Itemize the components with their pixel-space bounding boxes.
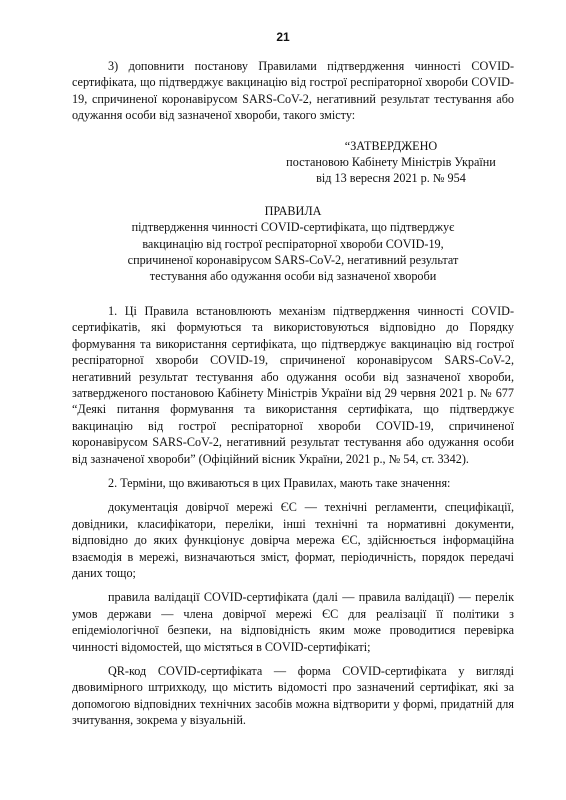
page-number: 21: [276, 30, 290, 44]
rules-title-line-3: спричиненої коронавірусом SARS-CoV-2, негативний результат: [127, 253, 459, 268]
approval-line-3: від 13 вересня 2021 р. № 954: [316, 171, 466, 186]
paragraph-term-validation-rules: правила валідації COVID-сертифіката (далі — правила валідації) — перелік умов держави — члена довірчої мережі ЄС для реалізації її політики з епідеміологічної безпеки, на відповідність яким може проводитися перевірка чинності відомостей, що містяться в COVID-сертифікаті;: [72, 590, 514, 654]
paragraph-1: 1. Ці Правила встановлюють механізм підтвердження чинності COVID-сертифікатів, які формуються та використовуються відповідно до Порядку формування та використання сертифіката, що підтверджує вакцинацію від гострої респіраторної хвороби COVID-19, спричиненої коронавірусом SARS-CoV-2, негативний результат тестування або одужання особи від зазначеної хвороби, затвердженого постановою Кабінету Міністрів України від 29 червня 2021 р. № 677 “Деякі питання формування та використання сертифіката, що підтверджує вакцинацію від гострої респіраторної хвороби COVID-19, спричиненої коронавірусом SARS-CoV-2, негативний результат тестування або одужання особи від зазначеної хвороби” (Офіційний вісник України, 2021 р., № 54, ст. 3342).: [72, 303, 514, 466]
intro-paragraph: 3) доповнити постанову Правилами підтвердження чинності COVID-сертифіката, що підтверджує вакцинацію від гострої респіраторної хвороби COVID-19, спричиненої коронавірусом SARS-CoV-2, негативний результат тестування або одужання особи від зазначеної хвороби, такого змісту:: [72, 59, 514, 123]
rules-title-line-4: тестування або одужання особи від зазначеної хвороби: [149, 269, 437, 284]
paragraph-term-qr-code: QR-код COVID-сертифіката — форма COVID-сертифіката у вигляді двовимірного штрихкоду, що містить відомості про зазначений сертифікат, які за допомогою відповідних технічних засобів можна відтворити у формі, придатній для зчитування, зокрема у візуальній.: [72, 664, 514, 728]
approval-stamp: [268, 138, 514, 187]
rules-title-line-2: вакцинацію від гострої респіраторної хвороби COVID-19,: [142, 236, 444, 251]
approval-line-1: “ЗАТВЕРДЖЕНО: [344, 138, 438, 153]
approval-line-2: постановою Кабінету Міністрів України: [286, 155, 496, 170]
rules-heading: ПРАВИЛА: [264, 203, 322, 218]
paragraph-term-documentation: документація довірчої мережі ЄС — технічні регламенти, специфікації, довідники, класифікатори, переліки, інші технічні та нормативні документи, відповідно до яких функціонує довірча мережа ЄС, здійснюється інформаційна взаємодія в мережі, визначаються зміст, формат, періодичність, порядок передачі даних тощо;: [72, 500, 514, 580]
paragraph-2: 2. Терміни, що вживаються в цих Правилах, мають таке значення:: [108, 475, 451, 490]
rules-title: [72, 203, 514, 285]
document-body: [72, 58, 514, 729]
rules-title-line-1: підтвердження чинності COVID-сертифіката, що підтверджує: [131, 220, 455, 235]
